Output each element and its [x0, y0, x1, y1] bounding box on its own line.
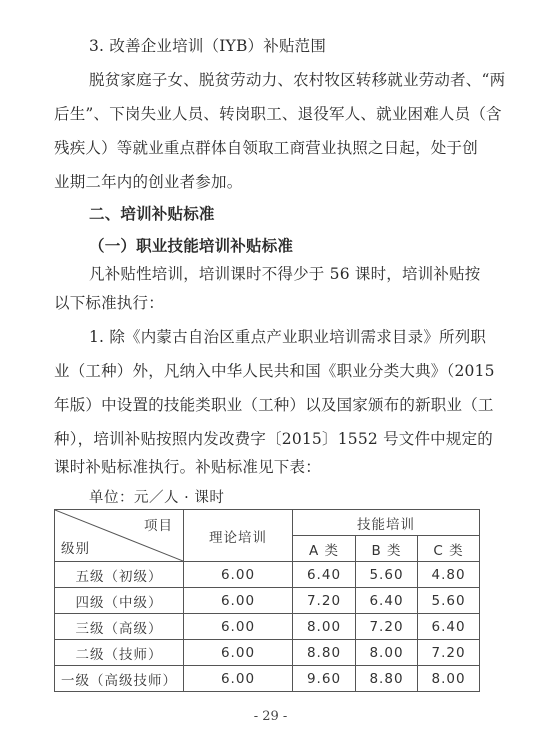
- cell-b: 8.80: [356, 666, 418, 692]
- paragraph-line: 课时补贴标准执行。补贴标准见下表：: [54, 458, 321, 476]
- cell-a: 8.00: [293, 614, 356, 640]
- cell-a: 6.40: [293, 562, 356, 588]
- cell-level: 五级（初级）: [55, 562, 184, 588]
- cell-b: 5.60: [356, 562, 418, 588]
- table-row: [55, 640, 480, 666]
- corner-label-item: 项目: [144, 518, 173, 534]
- subsidy-table: [54, 509, 480, 692]
- cell-level: 四级（中级）: [55, 588, 184, 614]
- cell-a: 9.60: [293, 666, 356, 692]
- table-row: [55, 666, 480, 692]
- table-header-row: [55, 510, 480, 536]
- paragraph-line: 后生”、下岗失业人员、转岗职工、退役军人、就业困难人员（含: [54, 105, 502, 123]
- cell-c: 7.20: [418, 640, 480, 666]
- header-theory-training: 理论培训: [184, 510, 293, 562]
- paragraph-line: 业（工种）外，凡纳入中华人民共和国《职业分类大典》（2015: [54, 362, 495, 380]
- paragraph-line: 1. 除《内蒙古自治区重点产业职业培训需求目录》所列职: [89, 328, 487, 346]
- cell-theory: 6.00: [184, 588, 293, 614]
- table-row: [55, 562, 480, 588]
- cell-a: 7.20: [293, 588, 356, 614]
- paragraph-line: 以下标准执行：: [54, 294, 164, 312]
- cell-theory: 6.00: [184, 640, 293, 666]
- paragraph-heading-iyb-scope: 3. 改善企业培训（IYB）补贴范围: [89, 37, 327, 55]
- cell-level: 二级（技师）: [55, 640, 184, 666]
- corner-label-level: 级别: [61, 541, 90, 557]
- paragraph-line: 凡补贴性培训，培训课时不得少于 56 课时，培训补贴按: [89, 265, 481, 283]
- cell-c: 5.60: [418, 588, 480, 614]
- cell-theory: 6.00: [184, 666, 293, 692]
- subheader-a: A 类: [293, 536, 356, 562]
- cell-level: 一级（高级技师）: [55, 666, 184, 692]
- unit-label: 单位：元／人 · 课时: [89, 490, 225, 506]
- cell-theory: 6.00: [184, 562, 293, 588]
- cell-c: 4.80: [418, 562, 480, 588]
- paragraph-line: 种），培训补贴按照内发改费字〔2015〕1552 号文件中规定的: [54, 430, 493, 448]
- cell-c: 8.00: [418, 666, 480, 692]
- cell-b: 6.40: [356, 588, 418, 614]
- section-heading: 二、培训补贴标准: [89, 204, 215, 223]
- subheader-c: C 类: [418, 536, 480, 562]
- table-row: [55, 614, 480, 640]
- table-corner-cell: [55, 510, 184, 562]
- page-number: - 29 -: [253, 709, 288, 724]
- cell-c: 6.40: [418, 614, 480, 640]
- cell-theory: 6.00: [184, 614, 293, 640]
- cell-b: 7.20: [356, 614, 418, 640]
- header-skill-training: 技能培训: [293, 510, 480, 536]
- cell-b: 8.00: [356, 640, 418, 666]
- subsection-heading: （一）职业技能培训补贴标准: [89, 236, 294, 255]
- cell-a: 8.80: [293, 640, 356, 666]
- subheader-b: B 类: [356, 536, 418, 562]
- paragraph-line: 脱贫家庭子女、脱贫劳动力、农村牧区转移就业劳动者、“两: [89, 71, 506, 89]
- table-row: [55, 588, 480, 614]
- paragraph-line: 年版）中设置的技能类职业（工种）以及国家颁布的新职业（工: [54, 396, 494, 414]
- paragraph-line: 残疾人）等就业重点群体自领取工商营业执照之日起，处于创: [54, 139, 478, 157]
- paragraph-line: 业期二年内的创业者参加。: [54, 173, 243, 191]
- cell-level: 三级（高级）: [55, 614, 184, 640]
